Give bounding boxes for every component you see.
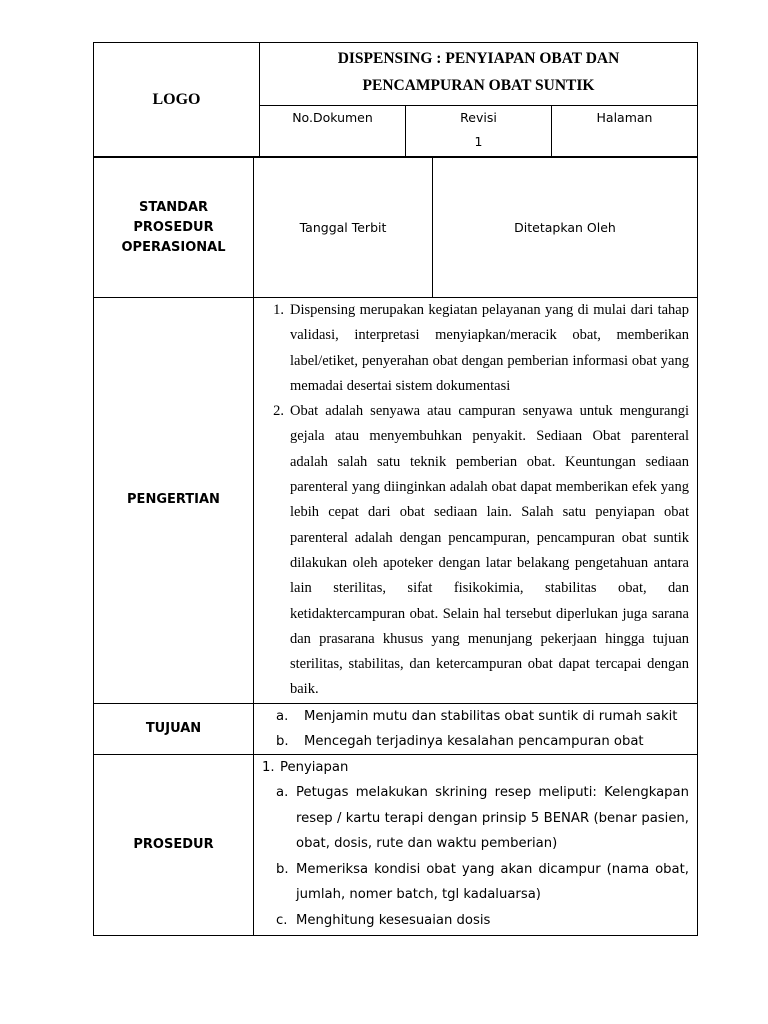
definition-label: PENGERTIAN: [127, 492, 220, 508]
approved-by-cell: [433, 158, 698, 297]
procedure-label: PROSEDUR: [133, 836, 214, 852]
definition-content-cell: [254, 298, 698, 704]
revision-label: Revisi: [460, 110, 497, 125]
step-title: Penyiapan: [280, 759, 349, 775]
list-item: [276, 729, 689, 754]
item-text: Menghitung kesesuaian dosis: [296, 912, 491, 928]
list-item: [276, 780, 689, 857]
revision-value: 1: [474, 134, 483, 149]
revision-cell: [406, 106, 552, 157]
list-item: [276, 908, 689, 934]
item-number: 1.: [273, 302, 284, 318]
list-item: [258, 298, 689, 399]
procedure-label-cell: [94, 754, 254, 935]
goals-label: TUJUAN: [145, 720, 202, 736]
sop-label-line-1: STANDAR: [138, 199, 209, 215]
title-line-1: DISPENSING : PENYIAPAN OBAT DAN: [337, 50, 620, 67]
item-letter: a.: [276, 785, 289, 801]
item-letter: b.: [276, 733, 289, 749]
sop-body-table: [93, 157, 698, 936]
sop-info-cell: [254, 158, 698, 298]
item-text: Obat adalah senyawa atau campuran senyawa untuk mengurangi gejala atau menyembuhkan penyakit. Sediaan Obat parenteral adalah salah satu teknik pemberian obat. Keuntungan sediaan parenteral yang diinginkan adalah obat dapat memberikan efek yang lebih cepat dari obat sediaan lain. Salah satu penyiapan obat parenteral adalah dengan pencampuran, pencampuran obat suntik dilakukan oleh apoteker dengan latar belakang pengetahuan antara lain sterilitas, sifat fisikokimia, stabilitas obat, dan ketidaktercampuran obat. Selain hal tersebut diperlukan juga sarana dan prasarana khusus yang menunjang pekerjaan hingga tujuan sterilitas, stabilitas, dan ketercampuran obat dapat tercapai dengan baik.: [290, 403, 689, 698]
logo-cell: [94, 43, 260, 157]
definition-list: [254, 298, 697, 703]
procedure-step: [262, 755, 689, 781]
issue-date-cell: [254, 158, 433, 297]
item-text: Memeriksa kondisi obat yang akan dicampur (nama obat, jumlah, nomer batch, tgl kadaluarsa): [296, 861, 689, 903]
document-header-table: [93, 42, 698, 157]
page-label: Halaman: [596, 110, 653, 125]
list-item: [276, 857, 689, 908]
sop-label-cell: [94, 158, 254, 298]
item-number: 2.: [273, 403, 284, 420]
item-letter: a.: [276, 708, 289, 724]
issue-date-label: Tanggal Terbit: [299, 220, 387, 235]
title-line-2: PENCAMPURAN OBAT SUNTIK: [362, 77, 595, 94]
logo-placeholder: LOGO: [152, 90, 201, 108]
goals-label-cell: [94, 703, 254, 754]
step-number: 1.: [262, 759, 275, 775]
doc-number-label: No.Dokumen: [292, 110, 373, 125]
goals-list: [254, 704, 697, 754]
item-text: Menjamin mutu dan stabilitas obat suntik di rumah sakit: [304, 708, 678, 724]
approved-by-label: Ditetapkan Oleh: [514, 220, 616, 235]
sop-label-line-2: PROSEDUR: [133, 219, 214, 235]
item-text: Mencegah terjadinya kesalahan pencampuran obat: [304, 733, 644, 749]
item-letter: c.: [276, 912, 288, 928]
procedure-content-cell: [254, 754, 698, 935]
definition-label-cell: [94, 298, 254, 704]
procedure-list: [254, 755, 697, 934]
list-item: [276, 704, 689, 729]
item-letter: b.: [276, 861, 289, 877]
procedure-sub-list: [262, 780, 689, 933]
item-text: Petugas melakukan skrining resep meliputi: Kelengkapan resep / kartu terapi dengan prinsip 5 BENAR (benar pasien, obat, dosis, rute dan waktu pemberian): [296, 785, 689, 852]
item-text: Dispensing merupakan kegiatan pelayanan yang di mulai dari tahap validasi, interpretasi menyiapkan/meracik obat, memberikan label/etiket, penyerahan obat dengan pemberian informasi obat yang memadai desertai sistem dokumentasi: [290, 302, 689, 394]
sop-label-line-3: OPERASIONAL: [121, 239, 226, 255]
page-cell: [552, 106, 698, 157]
list-item: [258, 399, 689, 703]
doc-number-cell: [260, 106, 406, 157]
document-title: [260, 43, 698, 106]
goals-content-cell: [254, 703, 698, 754]
